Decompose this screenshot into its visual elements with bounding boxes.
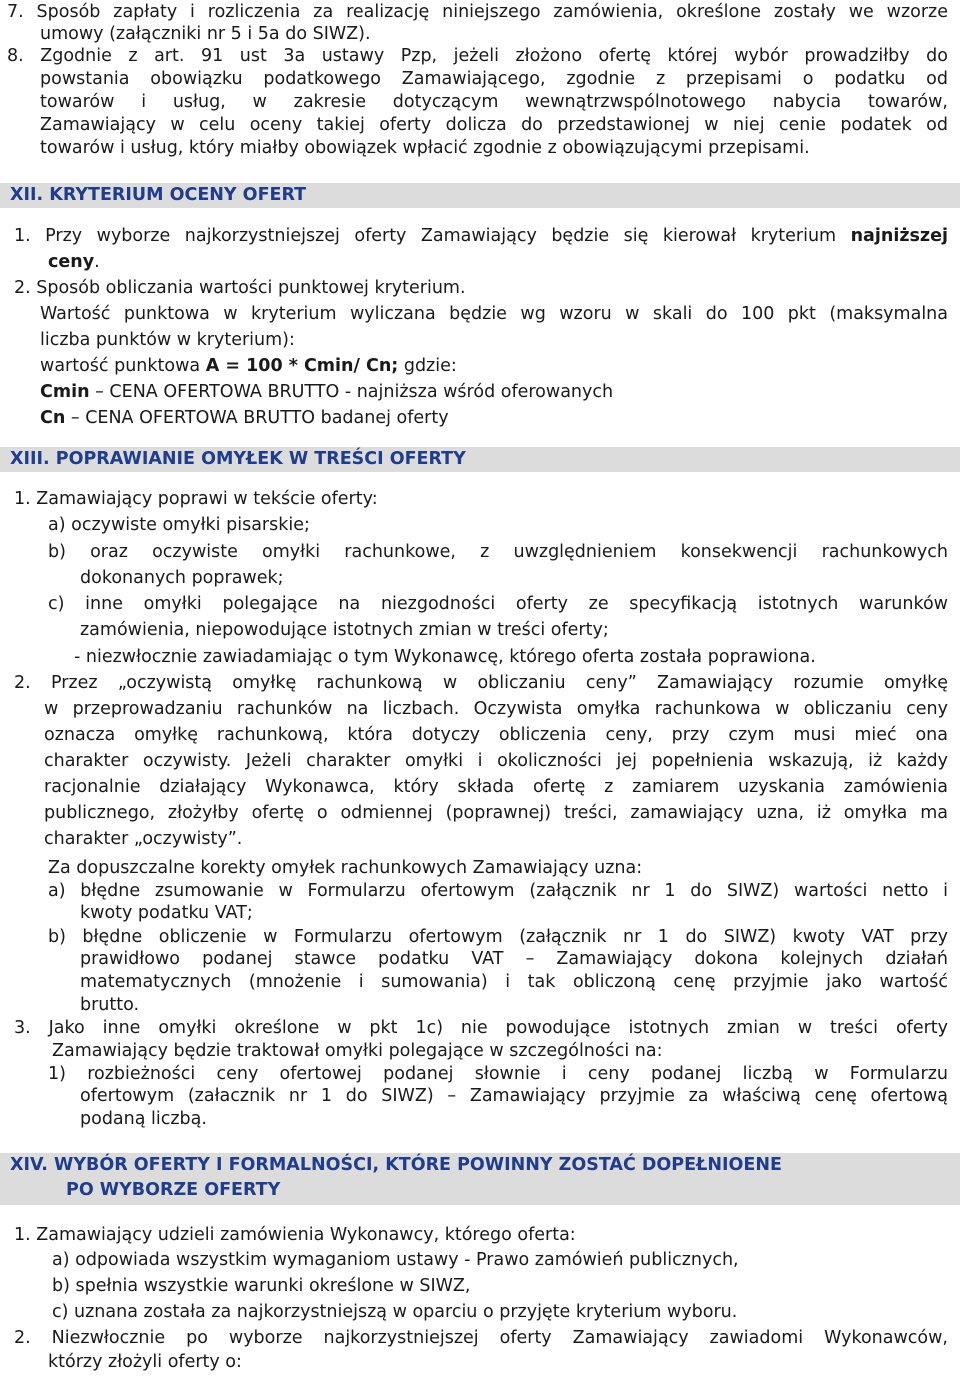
section-xiv-heading — [0, 1153, 960, 1205]
xii-p1-line-1 — [14, 224, 948, 248]
xiii-kb-line-1: b) błędne obliczenie w Formularzu ofertowym (załącznik nr 1 do SIWZ) kwoty VAT przy — [48, 927, 948, 947]
item-8-line-2: powstania obowiązku podatkowego Zamawiającego, zgodnie z przepisami o podatku od — [40, 69, 948, 89]
cmin-label: Cmin — [40, 382, 90, 402]
section-xii-title: XII. KRYTERIUM OCENY OFERT — [10, 185, 307, 205]
xiii-p2-line-1: 2. Przez „oczywistą omyłkę rachunkową w obliczaniu ceny” Zamawiający rozumie omyłkę — [14, 673, 948, 693]
xii-formula — [40, 354, 960, 378]
xiii-a: a) oczywiste omyłki pisarskie; — [48, 515, 310, 535]
xiii-c-line-2: zamówienia, niepowodujące istotnych zmian w treści oferty; — [80, 620, 609, 640]
item-7-line-1: 7. Sposób zapłaty i rozliczenia za realizację niniejszego zamówienia, określone zostały we wzorze — [7, 2, 948, 22]
xiii-ka-line-1: a) błędne zsumowanie w Formularzu ofertowym (załącznik nr 1 do SIWZ) wartości netto i — [48, 881, 948, 901]
xiv-p2-line-2: którzy złożyli oferty o: — [48, 1352, 242, 1372]
xiii-kb-line-3: matematycznych (mnożenie i sumowania) i tak obliczoną cenę przyjmie jako wartość — [80, 972, 948, 992]
section-xiv-title-line-2: PO WYBORZE OFERTY — [66, 1180, 281, 1200]
cmin-text: – CENA OFERTOWA BRUTTO - najniższa wśród oferowanych — [89, 382, 614, 402]
formula-bold: A = 100 * Cmin/ Cn; — [205, 356, 399, 376]
xiii-p2-line-7: charakter „oczywisty”. — [44, 829, 243, 849]
item-8-line-5: towarów i usług, który miałby obowiązek wpłacić zgodnie z obowiązującymi przepisami. — [40, 138, 810, 158]
xii-p2: 2. Sposób obliczania wartości punktowej kryterium. — [14, 278, 466, 298]
item-7-line-2: umowy (załączniki nr 5 i 5a do SIWZ). — [40, 24, 371, 44]
xiii-p2-line-6: publicznego, złożyłby ofertę o odmiennej (poprawnej) treści, zamawiający uzna, iż omyłka ma — [44, 803, 948, 823]
xiii-b-line-1: b) oraz oczywiste omyłki rachunkowe, z uwzględnieniem konsekwencji rachunkowych — [48, 542, 948, 562]
xiii-b-line-2: dokonanych poprawek; — [80, 568, 284, 588]
xiii-p3-1-line-2: ofertowym (załacznik nr 1 do SIWZ) – Zamawiający przyjmie za właściwą cenę ofertową — [80, 1086, 948, 1106]
item-8-line-3: towarów i usług, w zakresie dotyczącym wewnątrzwspólnotowego nabycia towarów, — [40, 92, 948, 112]
xii-cmin — [40, 380, 960, 404]
xiii-p1: 1. Zamawiający poprawi w tekście oferty: — [14, 489, 378, 509]
xiii-p3-1-line-3: podaną liczbą. — [80, 1109, 207, 1129]
xiii-dash-note: - niezwłocznie zawiadamiając o tym Wykonawcę, którego oferta została poprawiona. — [74, 647, 816, 667]
section-xiii-title: XIII. POPRAWIANIE OMYŁEK W TREŚCI OFERTY — [10, 449, 466, 469]
xiv-a: a) odpowiada wszystkim wymaganiom ustawy - Prawo zamówień publicznych, — [52, 1250, 739, 1270]
xiii-ka-line-2: kwoty podatku VAT; — [80, 903, 253, 923]
xiv-b: b) spełnia wszystkie warunki określone w SIWZ, — [52, 1276, 471, 1296]
cn-text: – CENA OFERTOWA BRUTTO badanej oferty — [65, 408, 449, 428]
xii-p1-bold: najniższej — [850, 226, 948, 246]
item-8-line-4: Zamawiający w celu oceny takiej oferty dolicza do przedstawionej w niej cenie podatek od — [40, 115, 948, 135]
xiii-c-line-1: c) inne omyłki polegające na niezgodności oferty ze specyfikacją istotnych warunków — [48, 594, 948, 614]
xiii-kb-line-4: brutto. — [80, 995, 140, 1015]
xii-cn — [40, 406, 960, 430]
xiv-c: c) uznana została za najkorzystniejszą w oparciu o przyjęte kryterium wyboru. — [52, 1302, 738, 1322]
xii-p2-desc-line-1: Wartość punktowa w kryterium wyliczana będzie wg wzoru w skali do 100 pkt (maksymalna — [40, 304, 948, 324]
xiii-p2-line-5: racjonalnie działający Wykonawca, który składa ofertę z zamiarem uzyskania zamówienia — [44, 777, 948, 797]
xiii-p3-line-2: Zamawiający będzie traktował omyłki polegające w szczególności na: — [52, 1041, 663, 1061]
xii-p1-end: . — [94, 252, 100, 272]
xiii-p2-line-2: w przeprowadzaniu rachunków na liczbach. Oczywista omyłka rachunkowa w obliczaniu ceny — [44, 699, 948, 719]
xii-p1-text: 1. Przy wyborze najkorzystniejszej oferty Zamawiający będzie się kierował kryterium — [14, 226, 837, 246]
section-xii-heading — [0, 183, 960, 208]
section-xiii-heading — [0, 447, 960, 472]
xiii-kb-line-2: prawidłowo podanej stawce podatku VAT – Zamawiający dokona kolejnych działań — [80, 949, 948, 969]
xiii-admit: Za dopuszczalne korekty omyłek rachunkowych Zamawiający uzna: — [48, 858, 643, 878]
xiii-p2-line-3: oznacza omyłkę rachunkową, która dotyczy obliczenia ceny, przy czym musi mieć ona — [44, 725, 948, 745]
xii-p1-bold-2: ceny — [48, 252, 95, 272]
formula-pre: wartość punktowa — [40, 356, 206, 376]
xii-p2-desc-line-2: liczba punktów w kryterium): — [40, 330, 295, 350]
section-xiv-title-line-1: XIV. WYBÓR OFERTY I FORMALNOŚCI, KTÓRE POWINNY ZOSTAĆ DOPEŁNIOENE — [10, 1155, 782, 1175]
item-8-line-1: 8. Zgodnie z art. 91 ust 3a ustawy Pzp, jeżeli złożono ofertę której wybór prowadziłby do — [7, 46, 948, 66]
xiii-p3-1-line-1: 1) rozbieżności ceny ofertowej podanej słownie i ceny podanej liczbą w Formularzu — [48, 1064, 948, 1084]
cn-label: Cn — [40, 408, 66, 428]
xii-p1-line-2 — [48, 250, 960, 274]
formula-post: gdzie: — [398, 356, 457, 376]
xiii-p2-line-4: charakter oczywisty. Jeżeli charakter omyłki i okoliczności jej popełnienia wskazują, iż każdy — [44, 751, 948, 771]
xiii-p3-line-1: 3. Jako inne omyłki określone w pkt 1c) nie powodujące istotnych zmian w treści oferty — [14, 1018, 948, 1038]
xiv-p1: 1. Zamawiający udzieli zamówienia Wykonawcy, którego oferta: — [14, 1225, 576, 1245]
xiv-p2-line-1: 2. Niezwłocznie po wyborze najkorzystniejszej oferty Zamawiający zawiadomi Wykonawców, — [14, 1328, 948, 1348]
